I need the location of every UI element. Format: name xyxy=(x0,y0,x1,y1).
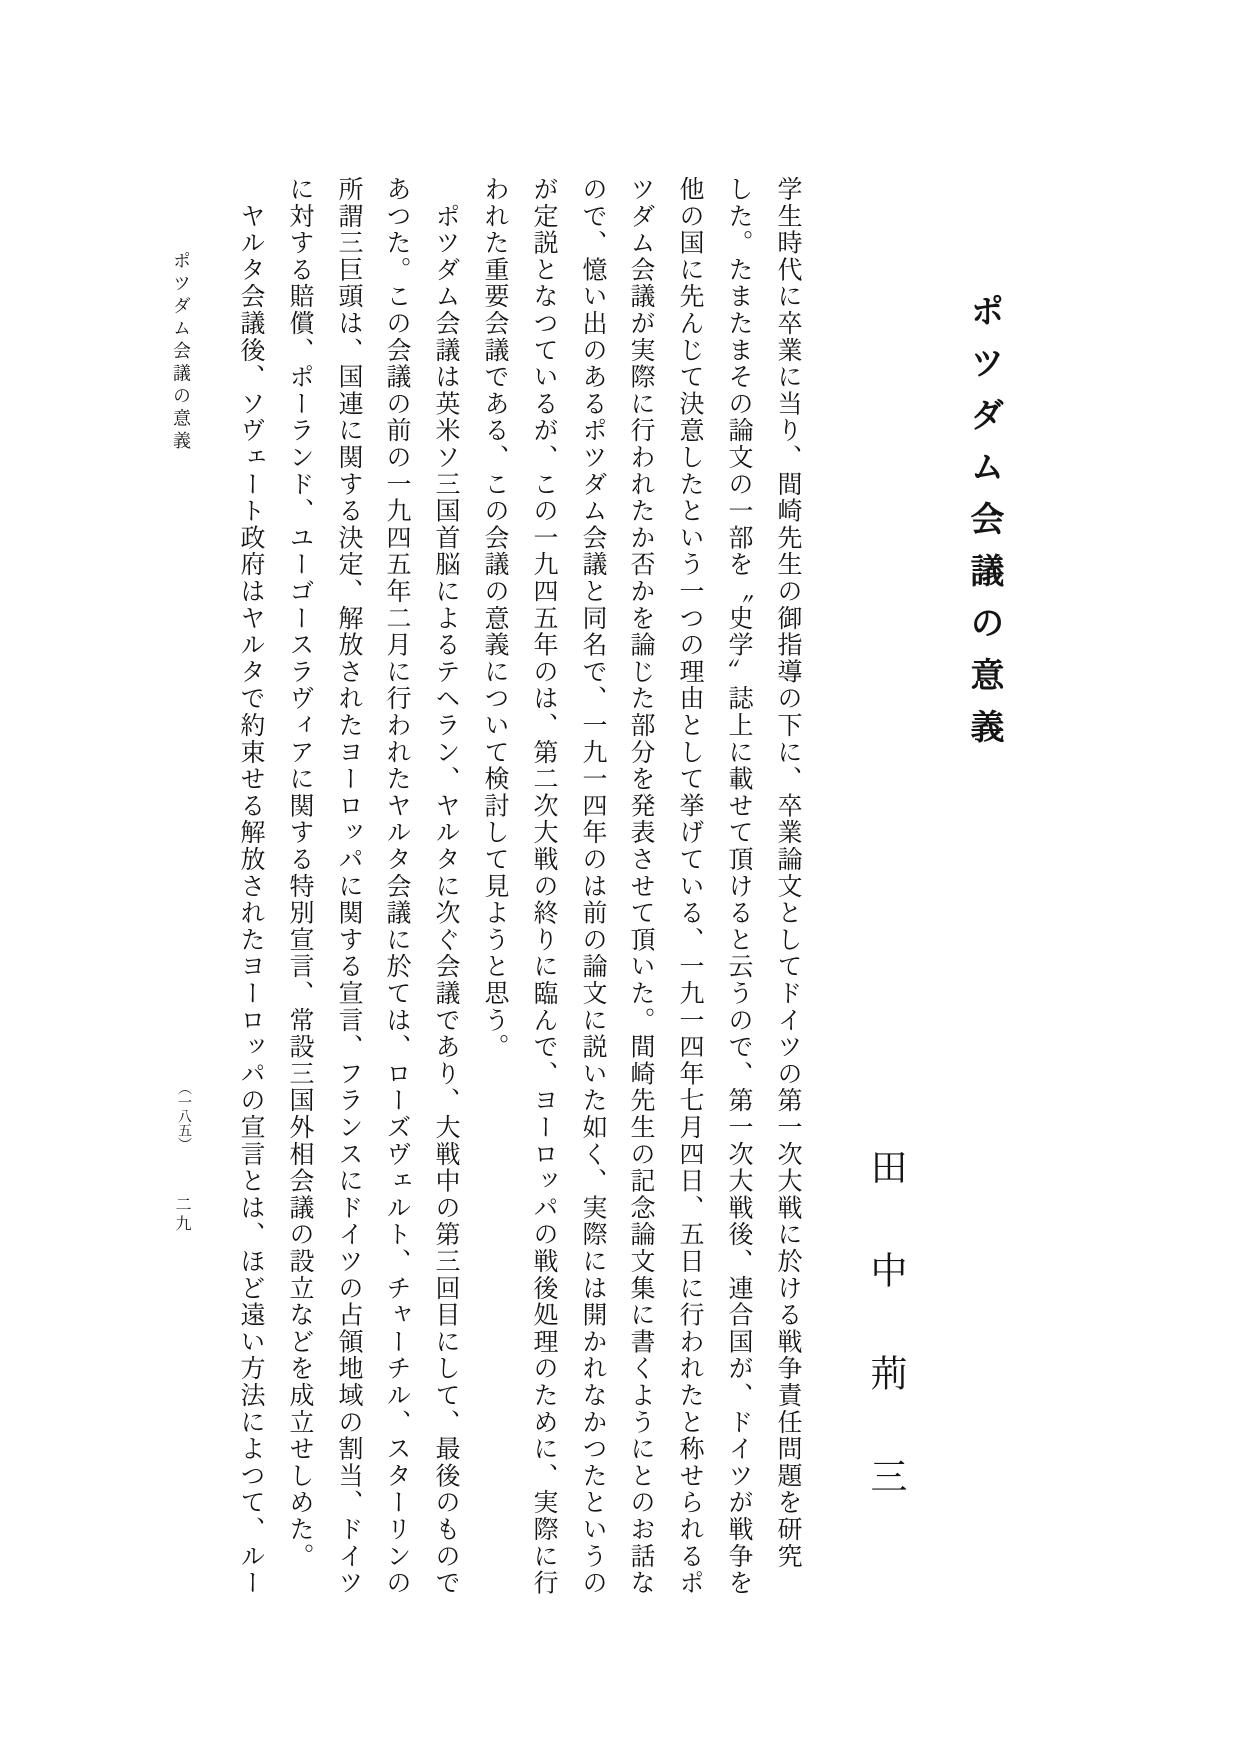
page-number: 二九 xyxy=(173,1196,190,1234)
body-column-9: あつた。この会議の前の一九四五年二月に行われたヤルタ会議に於ては、ローズヴェルト、チャーチル、スターリンの xyxy=(383,176,410,1597)
body-column-2: した。たまたまその論文の一部を〝史学〟誌上に載せて頂けると云うので、第一次大戦後、連合国が、ドイツが戦争を xyxy=(725,176,752,1597)
body-column-12: ヤルタ会議後、ソヴェート政府はヤルタで約束せる解放されたヨーロッパの宣言とは、ほど遠い方法によつて、ルー xyxy=(237,176,264,1597)
body-column-7: われた重要会議である、この会議の意義について検討して見ようと思う。 xyxy=(481,176,508,1061)
body-column-4: ツダム会議が実際に行われたか否かを論じた部分を発表させて頂いた。間崎先生の記念論文集に書くようにとのお話な xyxy=(627,176,654,1597)
body-column-6: が定説となつているが、この一九四五年のは、第二次大戦の終りに臨んで、ヨーロッパの戦後処理のために、実際に行 xyxy=(530,176,557,1597)
body-column-5: ので、憶い出のあるポツダム会議と同名で、一九一四年のは前の論文に説いた如く、実際には開かれなかつたというの xyxy=(579,176,606,1597)
body-column-3: 他の国に先んじて決意したという一つの理由として挙げている、一九一四年七月四日、五日に行われたと称せられるポ xyxy=(676,176,703,1597)
body-column-8: ポツダム会議は英米ソ三国首脳によるテヘラン、ヤルタに次ぐ会議であり、大戦中の第三回目にして、最後のもので xyxy=(432,176,459,1597)
body-column-11: に対する賠償、ポーランド、ユーゴースラヴィアに関する特別宣言、常設三国外相会議の設立などを成立せしめた。 xyxy=(286,176,313,1570)
author-name: 田中荊三 xyxy=(864,1148,905,1560)
article-title: ポツダム会議の意義 xyxy=(965,293,1002,761)
body-column-1: 学生時代に卒業に当り、間崎先生の御指導の下に、卒業論文としてドイツの第一次大戦に於ける戦争責任問題を研究 xyxy=(774,176,801,1570)
series-page-number: （一八五） xyxy=(176,1081,191,1151)
body-column-10: 所謂三巨頭は、国連に関する決定、解放されたヨーロッパに関する宣言、フランスにドイツの占領地域の割当、ドイツ xyxy=(335,176,362,1597)
margin-running-title: ポツダム会議の意義 xyxy=(171,251,191,454)
